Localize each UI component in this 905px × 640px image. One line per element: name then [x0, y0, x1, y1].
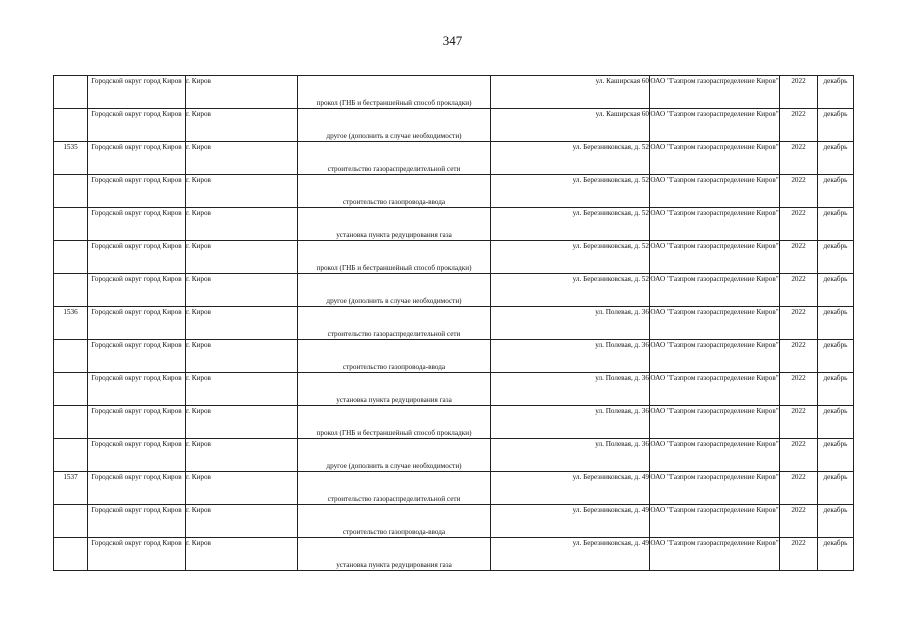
settlement-cell: г. Киров [186, 373, 298, 406]
settlement-cell: г. Киров [186, 340, 298, 373]
organization-cell: ОАО "Газпром газораспределение Киров" [650, 109, 780, 142]
month-cell: декабрь [818, 274, 854, 307]
month-cell: декабрь [818, 406, 854, 439]
table-row [54, 274, 854, 307]
table-row [54, 505, 854, 538]
work-type-label: прокол (ГНБ и бестраншейный способ прокладки) [316, 264, 472, 272]
work-type-label: строительство газопровода-ввода [342, 528, 446, 536]
address-cell: ул. Березниковская, д. 52 [491, 241, 650, 274]
organization-cell: ОАО "Газпром газораспределение Киров" [650, 406, 780, 439]
work-type-label: строительство газопровода-ввода [342, 363, 446, 371]
address-cell: ул. Полевая, д. 36 [491, 406, 650, 439]
address-cell: ул. Полевая, д. 36 [491, 439, 650, 472]
row-number [54, 76, 88, 109]
work-type-label: установка пункта редуцирования газа [336, 396, 452, 404]
page-number: 347 [442, 33, 463, 48]
settlement-cell: г. Киров [186, 538, 298, 571]
table-row [54, 208, 854, 241]
work-type-label: строительство газопровода-ввода [342, 198, 446, 206]
municipality-cell: Городской округ город Киров [88, 307, 186, 340]
municipality-cell: Городской округ город Киров [88, 538, 186, 571]
organization-cell: ОАО "Газпром газораспределение Киров" [650, 175, 780, 208]
table-row [54, 373, 854, 406]
row-number [54, 538, 88, 571]
row-number [54, 109, 88, 142]
work-type-cell [298, 274, 491, 307]
row-number [54, 439, 88, 472]
settlement-cell: г. Киров [186, 307, 298, 340]
organization-cell: ОАО "Газпром газораспределение Киров" [650, 340, 780, 373]
year-cell: 2022 [780, 373, 818, 406]
municipality-cell: Городской округ город Киров [88, 175, 186, 208]
row-number: 1535 [54, 142, 88, 175]
month-cell: декабрь [818, 109, 854, 142]
row-number [54, 274, 88, 307]
municipality-cell: Городской округ город Киров [88, 241, 186, 274]
month-cell: декабрь [818, 142, 854, 175]
address-cell: ул. Березниковская, д. 49 [491, 505, 650, 538]
year-cell: 2022 [780, 274, 818, 307]
work-type-cell [298, 307, 491, 340]
address-cell: ул. Березниковская, д. 52 [491, 142, 650, 175]
settlement-cell: г. Киров [186, 472, 298, 505]
work-type-cell [298, 538, 491, 571]
organization-cell: ОАО "Газпром газораспределение Киров" [650, 505, 780, 538]
month-cell: декабрь [818, 472, 854, 505]
municipality-cell: Городской округ город Киров [88, 274, 186, 307]
settlement-cell: г. Киров [186, 274, 298, 307]
table-row [54, 439, 854, 472]
work-type-cell [298, 109, 491, 142]
municipality-cell: Городской округ город Киров [88, 208, 186, 241]
table-row [54, 340, 854, 373]
address-cell: ул. Березниковская, д. 52 [491, 208, 650, 241]
year-cell: 2022 [780, 472, 818, 505]
address-cell: ул. Березниковская, д. 49 [491, 472, 650, 505]
month-cell: декабрь [818, 373, 854, 406]
organization-cell: ОАО "Газпром газораспределение Киров" [650, 439, 780, 472]
year-cell: 2022 [780, 241, 818, 274]
year-cell: 2022 [780, 76, 818, 109]
work-type-label: другое (дополнить в случае необходимости) [326, 132, 462, 140]
table-row [54, 241, 854, 274]
year-cell: 2022 [780, 439, 818, 472]
settlement-cell: г. Киров [186, 142, 298, 175]
work-type-label: установка пункта редуцирования газа [336, 231, 452, 239]
work-type-cell [298, 406, 491, 439]
work-type-label: строительство газораспределительной сети [327, 495, 461, 503]
year-cell: 2022 [780, 307, 818, 340]
municipality-cell: Городской округ город Киров [88, 142, 186, 175]
month-cell: декабрь [818, 538, 854, 571]
organization-cell: ОАО "Газпром газораспределение Киров" [650, 241, 780, 274]
municipality-cell: Городской округ город Киров [88, 109, 186, 142]
work-type-label: другое (дополнить в случае необходимости) [326, 462, 462, 470]
table-row [54, 307, 854, 340]
works-table [53, 75, 854, 571]
settlement-cell: г. Киров [186, 208, 298, 241]
month-cell: декабрь [818, 175, 854, 208]
month-cell: декабрь [818, 208, 854, 241]
work-type-cell [298, 175, 491, 208]
month-cell: декабрь [818, 241, 854, 274]
work-type-label: прокол (ГНБ и бестраншейный способ прокладки) [316, 99, 472, 107]
municipality-cell: Городской округ город Киров [88, 76, 186, 109]
work-type-cell [298, 373, 491, 406]
month-cell: декабрь [818, 439, 854, 472]
settlement-cell: г. Киров [186, 109, 298, 142]
work-type-cell [298, 505, 491, 538]
settlement-cell: г. Киров [186, 76, 298, 109]
row-number [54, 241, 88, 274]
year-cell: 2022 [780, 505, 818, 538]
row-number: 1537 [54, 472, 88, 505]
address-cell: ул. Березниковская, д. 52 [491, 175, 650, 208]
year-cell: 2022 [780, 340, 818, 373]
work-type-label: прокол (ГНБ и бестраншейный способ прокладки) [316, 429, 472, 437]
municipality-cell: Городской округ город Киров [88, 439, 186, 472]
municipality-cell: Городской округ город Киров [88, 505, 186, 538]
settlement-cell: г. Киров [186, 175, 298, 208]
year-cell: 2022 [780, 142, 818, 175]
table-row [54, 142, 854, 175]
month-cell: декабрь [818, 307, 854, 340]
table-row [54, 175, 854, 208]
municipality-cell: Городской округ город Киров [88, 373, 186, 406]
year-cell: 2022 [780, 406, 818, 439]
settlement-cell: г. Киров [186, 241, 298, 274]
organization-cell: ОАО "Газпром газораспределение Киров" [650, 76, 780, 109]
work-type-label: строительство газораспределительной сети [327, 330, 461, 338]
table-row [54, 76, 854, 109]
organization-cell: ОАО "Газпром газораспределение Киров" [650, 208, 780, 241]
work-type-cell [298, 241, 491, 274]
table-row [54, 472, 854, 505]
row-number [54, 406, 88, 439]
work-type-cell [298, 76, 491, 109]
organization-cell: ОАО "Газпром газораспределение Киров" [650, 142, 780, 175]
organization-cell: ОАО "Газпром газораспределение Киров" [650, 472, 780, 505]
row-number [54, 175, 88, 208]
work-type-cell [298, 472, 491, 505]
work-type-cell [298, 142, 491, 175]
organization-cell: ОАО "Газпром газораспределение Киров" [650, 307, 780, 340]
row-number [54, 505, 88, 538]
address-cell: ул. Полевая, д. 36 [491, 307, 650, 340]
work-type-label: установка пункта редуцирования газа [336, 561, 452, 569]
year-cell: 2022 [780, 208, 818, 241]
month-cell: декабрь [818, 340, 854, 373]
address-cell: ул. Полевая, д. 36 [491, 340, 650, 373]
month-cell: декабрь [818, 505, 854, 538]
address-cell: ул. Каширская 60 [491, 76, 650, 109]
work-type-label: строительство газораспределительной сети [327, 165, 461, 173]
row-number [54, 373, 88, 406]
work-type-label: другое (дополнить в случае необходимости) [326, 297, 462, 305]
year-cell: 2022 [780, 538, 818, 571]
address-cell: ул. Полевая, д. 36 [491, 373, 650, 406]
row-number [54, 340, 88, 373]
settlement-cell: г. Киров [186, 439, 298, 472]
municipality-cell: Городской округ город Киров [88, 406, 186, 439]
address-cell: ул. Березниковская, д. 49 [491, 538, 650, 571]
address-cell: ул. Березниковская, д. 52 [491, 274, 650, 307]
work-type-cell [298, 439, 491, 472]
table-row [54, 406, 854, 439]
organization-cell: ОАО "Газпром газораспределение Киров" [650, 274, 780, 307]
work-type-cell [298, 208, 491, 241]
row-number: 1536 [54, 307, 88, 340]
organization-cell: ОАО "Газпром газораспределение Киров" [650, 538, 780, 571]
settlement-cell: г. Киров [186, 406, 298, 439]
row-number [54, 208, 88, 241]
settlement-cell: г. Киров [186, 505, 298, 538]
month-cell: декабрь [818, 76, 854, 109]
table-row [54, 109, 854, 142]
year-cell: 2022 [780, 109, 818, 142]
municipality-cell: Городской округ город Киров [88, 340, 186, 373]
address-cell: ул. Каширская 60 [491, 109, 650, 142]
municipality-cell: Городской округ город Киров [88, 472, 186, 505]
organization-cell: ОАО "Газпром газораспределение Киров" [650, 373, 780, 406]
table-row [54, 538, 854, 571]
year-cell: 2022 [780, 175, 818, 208]
work-type-cell [298, 340, 491, 373]
